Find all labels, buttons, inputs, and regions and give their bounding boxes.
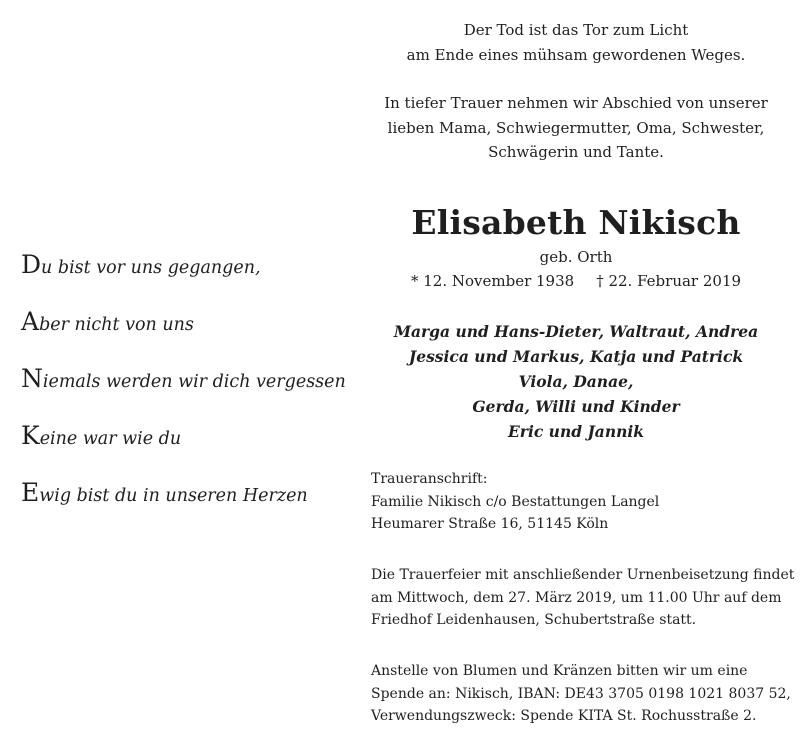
poem-text: eine war wie du bbox=[39, 429, 182, 449]
poem-line bbox=[21, 478, 366, 535]
poem-initial: D bbox=[21, 250, 42, 279]
poem-line bbox=[21, 250, 366, 307]
birth-name: geb. Orth bbox=[539, 248, 613, 266]
donation-line: Anstelle von Blumen und Kränzen bitten wir um eine bbox=[371, 663, 748, 679]
motto-line: am Ende eines mühsam gewordenen Weges. bbox=[406, 45, 746, 64]
address-line: Heumarer Straße 16, 51145 Köln bbox=[371, 516, 609, 532]
poem-initial: K bbox=[21, 421, 40, 450]
motto-line: Der Tod ist das Tor zum Licht bbox=[463, 21, 689, 39]
poem-initial: N bbox=[21, 364, 43, 393]
poem-line bbox=[21, 364, 366, 421]
acrostic-poem bbox=[21, 250, 366, 535]
death-date: † 22. Februar 2019 bbox=[596, 272, 742, 290]
header-text bbox=[370, 18, 782, 165]
ceremony-line: Die Trauerfeier mit anschließender Urnenbeisetzung findet bbox=[371, 567, 795, 583]
intro-line: In tiefer Trauer nehmen wir Abschied von unserer bbox=[384, 94, 768, 112]
mourner-line: Eric und Jannik bbox=[507, 422, 645, 441]
ceremony-info bbox=[371, 564, 795, 632]
intro-line: lieben Mama, Schwiegermutter, Oma, Schwester, bbox=[387, 118, 765, 137]
mourner-line: Gerda, Willi und Kinder bbox=[472, 397, 680, 416]
deceased-name: Elisabeth Nikisch bbox=[411, 203, 741, 242]
address-line: Traueranschrift: bbox=[371, 471, 488, 487]
birth-date: * 12. November 1938 bbox=[410, 272, 575, 290]
address-line: Familie Nikisch c/o Bestattungen Langel bbox=[371, 493, 660, 510]
poem-line bbox=[21, 421, 366, 478]
ceremony-line: Friedhof Leidenhausen, Schubertstraße statt. bbox=[371, 612, 697, 628]
mourner-line: Marga und Hans-Dieter, Waltraut, Andrea bbox=[393, 322, 759, 341]
mourner-line: Jessica und Markus, Katja und Patrick bbox=[408, 347, 744, 366]
poem-initial: E bbox=[21, 478, 40, 507]
mourning-address bbox=[371, 468, 791, 536]
poem-text: ber nicht von uns bbox=[39, 315, 194, 335]
poem-text: iemals werden wir dich vergessen bbox=[42, 372, 346, 392]
ceremony-line: am Mittwoch, dem 27. März 2019, um 11.00 Uhr auf dem bbox=[371, 589, 782, 606]
donation-info bbox=[371, 660, 791, 728]
poem-text: u bist vor uns gegangen, bbox=[41, 258, 261, 278]
donation-line: Verwendungszweck: Spende KITA St. Rochusstraße 2. bbox=[371, 708, 757, 724]
poem-initial: A bbox=[21, 307, 40, 336]
life-dates bbox=[370, 272, 782, 290]
mourner-line: Viola, Danae, bbox=[518, 372, 634, 391]
poem-line bbox=[21, 307, 366, 364]
mourners-list bbox=[370, 319, 782, 444]
intro-line: Schwägerin und Tante. bbox=[488, 143, 664, 161]
donation-line: Spende an: Nikisch, IBAN: DE43 3705 0198 1021 8037 52, bbox=[371, 685, 791, 702]
poem-text: wig bist du in unseren Herzen bbox=[39, 486, 308, 506]
